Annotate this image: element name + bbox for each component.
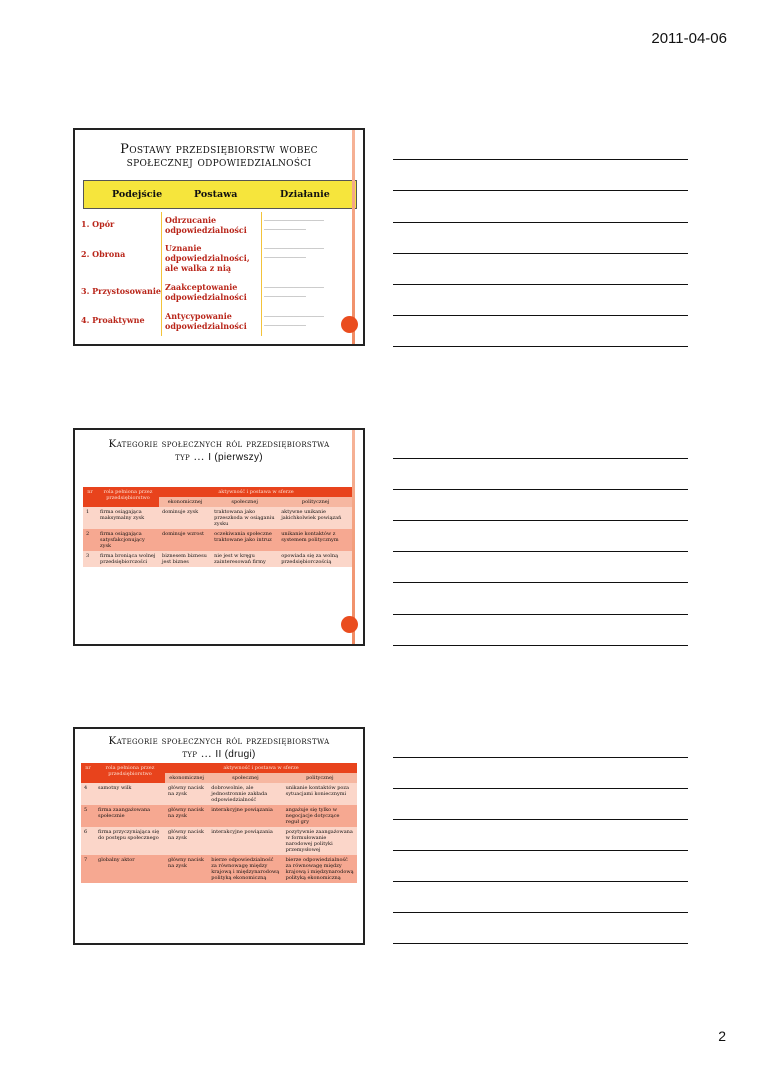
table-row: 1 firma osiągająca maksymalny zysk dominuje zysk traktowana jako przeszkoda w osiąganiu zysku aktywne unikanie jakichkolwiek powiązań	[83, 507, 353, 529]
note-line	[393, 850, 688, 851]
note-line	[393, 757, 688, 758]
note-line	[393, 551, 688, 552]
slide-accent-dot	[341, 616, 358, 633]
note-line	[393, 819, 688, 820]
roles-table: nr rola pełniona przez przedsiębiorstwo aktywność i postawa w sferze ekonomicznej społecznej politycznej 4 samotny wilk główny nacisk na zysk dobrowolnie, ale jednostronnie zakłada odpowiedzialność unikanie kontaktów poza sytuacjami koniecznymi 5 firma zaangażowana społecznie główny nacisk na zysk interakcyjne powiązania angażuje się tylko w negocjacje dotyczące reguł gry 6 firma przyczyniająca się do postępu społecznego główny nacisk na zysk interakcyjne powiązania pozytywnie zaangażowana w formułowanie narodowej polityki przemysłowej 7 globalny aktor główny nacisk na zysk bierze odpowiedzialność za równowagę między krajową i międzynarodową polityką ekonomiczną bierze odpowiedzialność za równowagę między krajową i międzynarodową polityką ekonomiczną	[81, 763, 357, 883]
note-line	[393, 222, 688, 223]
column-header-action: Działanie	[280, 189, 330, 200]
table-header	[83, 180, 357, 209]
handwritten-note: I (pierwszy)	[208, 452, 263, 463]
note-line	[393, 943, 688, 944]
note-line	[393, 520, 688, 521]
note-line	[393, 284, 688, 285]
note-line	[393, 159, 688, 160]
note-line	[393, 190, 688, 191]
slide-title: Kategorie społecznych ról przedsiębiorstwa typ ... I (pierwszy)	[108, 438, 330, 463]
column-divider	[161, 212, 162, 336]
page-number: 2	[718, 1028, 726, 1044]
handwritten-note: II (drugi)	[215, 749, 256, 760]
note-line	[393, 614, 688, 615]
column-header-attitude: Postawa	[194, 189, 238, 200]
table-row: 4 samotny wilk główny nacisk na zysk dobrowolnie, ale jednostronnie zakłada odpowiedzialność unikanie kontaktów poza sytuacjami koniecznymi	[81, 783, 357, 805]
note-line	[393, 253, 688, 254]
note-line	[393, 645, 688, 646]
table-row: 3 firma broniąca wolnej przedsiębiorczości biznesem biznesu jest biznes nie jest w kręgu zainteresowań firmy opowiada się za wolną przedsiębiorczością	[83, 551, 353, 567]
table-row: 7 globalny aktor główny nacisk na zysk bierze odpowiedzialność za równowagę między krajową i międzynarodową polityką ekonomiczną bierze odpowiedzialność za równowagę między krajową i międzynarodową polityką ekonomiczną	[81, 855, 357, 883]
slide-accent-stripe	[352, 130, 355, 344]
note-line	[393, 788, 688, 789]
slide-title: Kategorie społecznych ról przedsiębiorstwa typ ... II (drugi)	[108, 735, 330, 760]
note-line	[393, 489, 688, 490]
note-line	[393, 912, 688, 913]
note-line	[393, 346, 688, 347]
column-header-approach: Podejście	[112, 189, 163, 200]
slide-accent-stripe	[352, 430, 355, 644]
column-divider	[261, 212, 262, 336]
note-line	[393, 458, 688, 459]
table-row: 6 firma przyczyniająca się do postępu społecznego główny nacisk na zysk interakcyjne powiązania pozytywnie zaangażowana w formułowanie narodowej polityki przemysłowej	[81, 827, 357, 855]
note-line	[393, 315, 688, 316]
slide-accent-dot	[341, 316, 358, 333]
table-row: 5 firma zaangażowana społecznie główny nacisk na zysk interakcyjne powiązania angażuje się tylko w negocjacje dotyczące reguł gry	[81, 805, 357, 827]
roles-table: nr rola pełniona przez przedsiębiorstwo aktywność i postawa w sferze ekonomicznej społecznej politycznej 1 firma osiągająca maksymalny zysk dominuje zysk traktowana jako przeszkoda w osiąganiu zysku aktywne unikanie jakichkolwiek powiązań 2 firma osiągająca satysfakcjonujący zysk dominuje wzrost oczekiwania społeczne traktowane jako intruz unikanie kontaktów z systemem politycznym 3 firma broniąca wolnej przedsiębiorczości biznesem biznesu jest biznes nie jest w kręgu zainteresowań firmy opowiada się za wolną przedsiębiorczością	[83, 487, 353, 567]
document-date: 2011-04-06	[651, 30, 727, 47]
slide-kategorie-typ-1	[73, 428, 365, 646]
note-line	[393, 881, 688, 882]
note-line	[393, 582, 688, 583]
slide-title: Postawy przedsiębiorstw wobec społecznej odpowiedzialności	[120, 142, 318, 170]
slide-kategorie-typ-2	[73, 727, 365, 945]
table-row: 2 firma osiągająca satysfakcjonujący zysk dominuje wzrost oczekiwania społeczne traktowane jako intruz unikanie kontaktów z systemem politycznym	[83, 529, 353, 551]
slide-postawy: Postawy przedsiębiorstw wobec społecznej odpowiedzialności Podejście Postawa Działanie 1. Opór Odrzucanie odpowiedzialności ………………………… ………………… 2. Obrona Uznanie odpowiedzialności, ale walka z nią ………………………… ………………… 3. Przystosowanie Zaakceptowanie odpowiedzialności ………………………… ………………… 4. Proaktywne Antycypowanie odpowiedzialności ………………………… …………………	[73, 128, 365, 346]
